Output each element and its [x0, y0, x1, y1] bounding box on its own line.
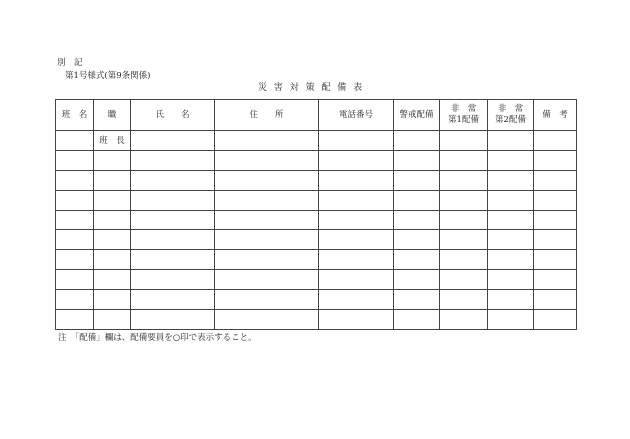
- cell[interactable]: [215, 230, 319, 250]
- cell[interactable]: [534, 250, 577, 270]
- cell[interactable]: [94, 230, 131, 250]
- cell[interactable]: [394, 250, 440, 270]
- cell[interactable]: [319, 210, 394, 230]
- cell[interactable]: [534, 310, 577, 330]
- cell[interactable]: [394, 230, 440, 250]
- table-row: [56, 270, 577, 290]
- cell[interactable]: [56, 131, 94, 151]
- cell[interactable]: [56, 190, 94, 210]
- header-address: 住 所: [215, 100, 319, 131]
- cell[interactable]: [440, 250, 488, 270]
- cell[interactable]: [131, 190, 215, 210]
- table-row: [56, 150, 577, 170]
- cell[interactable]: [215, 210, 319, 230]
- cell[interactable]: [394, 310, 440, 330]
- cell[interactable]: [215, 310, 319, 330]
- cell[interactable]: [440, 270, 488, 290]
- form-number-label: 第1号様式(第9条関係): [65, 71, 151, 81]
- cell[interactable]: [394, 270, 440, 290]
- cell[interactable]: [440, 170, 488, 190]
- cell[interactable]: [319, 131, 394, 151]
- header-team: 班 名: [56, 100, 94, 131]
- cell[interactable]: [534, 210, 577, 230]
- document-title: 災 害 対 策 配 備 表: [258, 83, 365, 93]
- cell[interactable]: [94, 310, 131, 330]
- cell[interactable]: [488, 230, 534, 250]
- cell[interactable]: [394, 150, 440, 170]
- cell[interactable]: [440, 190, 488, 210]
- cell[interactable]: [534, 131, 577, 151]
- cell[interactable]: [319, 250, 394, 270]
- annex-label: 別 記: [57, 58, 83, 68]
- cell[interactable]: [488, 131, 534, 151]
- cell[interactable]: [440, 210, 488, 230]
- cell[interactable]: [534, 190, 577, 210]
- cell[interactable]: [488, 150, 534, 170]
- table-row: [56, 230, 577, 250]
- cell[interactable]: [488, 250, 534, 270]
- cell[interactable]: [94, 250, 131, 270]
- cell[interactable]: [56, 250, 94, 270]
- cell[interactable]: [56, 150, 94, 170]
- header-remarks: 備 考: [534, 100, 577, 131]
- cell[interactable]: [534, 150, 577, 170]
- header-emergency-1-bottom: 第1配備: [448, 115, 479, 125]
- cell[interactable]: [394, 131, 440, 151]
- table-body: [56, 131, 577, 330]
- table-row: [56, 310, 577, 330]
- cell[interactable]: [56, 230, 94, 250]
- cell[interactable]: [440, 150, 488, 170]
- cell[interactable]: [319, 230, 394, 250]
- cell[interactable]: [215, 131, 319, 151]
- cell[interactable]: [94, 170, 131, 190]
- cell[interactable]: [488, 190, 534, 210]
- cell[interactable]: [56, 290, 94, 310]
- cell[interactable]: [56, 210, 94, 230]
- cell[interactable]: [319, 190, 394, 210]
- cell[interactable]: [215, 270, 319, 290]
- cell[interactable]: [534, 230, 577, 250]
- cell[interactable]: [131, 270, 215, 290]
- table-row: [56, 190, 577, 210]
- table-row: [56, 210, 577, 230]
- table-row: [56, 290, 577, 310]
- header-emergency-2-bottom: 第2配備: [495, 115, 526, 125]
- cell[interactable]: [131, 230, 215, 250]
- cell[interactable]: [488, 290, 534, 310]
- cell[interactable]: [131, 170, 215, 190]
- cell[interactable]: [94, 270, 131, 290]
- cell[interactable]: [440, 290, 488, 310]
- cell[interactable]: [394, 210, 440, 230]
- header-name: 氏 名: [131, 100, 215, 131]
- cell[interactable]: [319, 170, 394, 190]
- cell[interactable]: [215, 250, 319, 270]
- cell[interactable]: [488, 210, 534, 230]
- cell[interactable]: [440, 131, 488, 151]
- cell[interactable]: [131, 250, 215, 270]
- cell[interactable]: [319, 150, 394, 170]
- cell[interactable]: [534, 270, 577, 290]
- cell[interactable]: [131, 210, 215, 230]
- cell[interactable]: [534, 290, 577, 310]
- footnote: 注 「配備」欄は、配備要員を○印で表示すること。: [58, 333, 257, 343]
- cell[interactable]: [56, 170, 94, 190]
- cell[interactable]: [488, 170, 534, 190]
- cell[interactable]: [319, 290, 394, 310]
- header-alert-deploy: 警戒配備: [394, 100, 440, 131]
- cell[interactable]: [94, 150, 131, 170]
- table-row: [56, 131, 577, 151]
- cell[interactable]: [94, 190, 131, 210]
- header-emergency-1: [440, 100, 488, 131]
- cell[interactable]: [440, 310, 488, 330]
- header-phone: 電話番号: [319, 100, 394, 131]
- cell[interactable]: [215, 290, 319, 310]
- header-emergency-2-top: 非 常: [497, 104, 524, 115]
- cell[interactable]: [440, 230, 488, 250]
- cell[interactable]: [131, 150, 215, 170]
- assignment-table: [55, 99, 577, 330]
- header-emergency-2: [488, 100, 534, 131]
- table-row: [56, 170, 577, 190]
- cell[interactable]: [94, 290, 131, 310]
- cell[interactable]: [534, 170, 577, 190]
- table-header-row: [56, 100, 577, 131]
- header-position: 職: [94, 100, 131, 131]
- cell[interactable]: [394, 170, 440, 190]
- cell[interactable]: [488, 310, 534, 330]
- cell[interactable]: [131, 290, 215, 310]
- cell[interactable]: [488, 270, 534, 290]
- cell[interactable]: [394, 290, 440, 310]
- cell[interactable]: [215, 150, 319, 170]
- cell[interactable]: [131, 310, 215, 330]
- cell[interactable]: [215, 190, 319, 210]
- cell[interactable]: [319, 310, 394, 330]
- cell[interactable]: [94, 210, 131, 230]
- cell[interactable]: [319, 270, 394, 290]
- table-row: [56, 250, 577, 270]
- header-emergency-1-top: 非 常: [450, 104, 477, 115]
- cell[interactable]: [215, 170, 319, 190]
- cell[interactable]: [131, 131, 215, 151]
- cell[interactable]: [394, 190, 440, 210]
- cell[interactable]: [56, 310, 94, 330]
- cell-team-leader[interactable]: 班 長: [94, 131, 131, 151]
- cell[interactable]: [56, 270, 94, 290]
